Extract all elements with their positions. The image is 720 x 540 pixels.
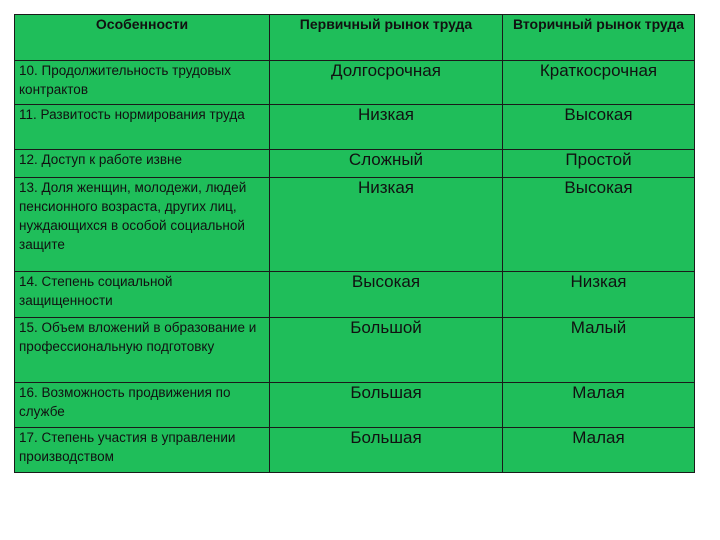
header-row xyxy=(15,15,695,61)
secondary-cell: Высокая xyxy=(503,178,695,272)
header-features: Особенности xyxy=(15,15,270,61)
primary-cell: Большая xyxy=(270,383,503,428)
primary-cell: Низкая xyxy=(270,178,503,272)
primary-cell: Большая xyxy=(270,428,503,473)
primary-cell: Низкая xyxy=(270,105,503,150)
feature-cell: 16. Возможность продвижения по службе xyxy=(15,383,270,428)
table-row xyxy=(15,428,695,473)
secondary-cell: Малая xyxy=(503,428,695,473)
comparison-table xyxy=(14,14,695,473)
table-row xyxy=(15,105,695,150)
feature-cell: 15. Объем вложений в образование и профессиональную подготовку xyxy=(15,318,270,383)
primary-cell: Сложный xyxy=(270,150,503,178)
primary-cell: Долгосрочная xyxy=(270,61,503,105)
table-row xyxy=(15,61,695,105)
header-secondary-market: Вторичный рынок труда xyxy=(503,15,695,61)
feature-cell: 12. Доступ к работе извне xyxy=(15,150,270,178)
secondary-cell: Низкая xyxy=(503,272,695,318)
table-row xyxy=(15,318,695,383)
table-row xyxy=(15,383,695,428)
secondary-cell: Краткосрочная xyxy=(503,61,695,105)
secondary-cell: Высокая xyxy=(503,105,695,150)
feature-cell: 10. Продолжительность трудовых контрактов xyxy=(15,61,270,105)
secondary-cell: Малый xyxy=(503,318,695,383)
secondary-cell: Малая xyxy=(503,383,695,428)
secondary-cell: Простой xyxy=(503,150,695,178)
feature-cell: 17. Степень участия в управлении производством xyxy=(15,428,270,473)
table-row xyxy=(15,272,695,318)
feature-cell: 11. Развитость нормирования труда xyxy=(15,105,270,150)
table-row xyxy=(15,150,695,178)
table-row xyxy=(15,178,695,272)
feature-cell: 13. Доля женщин, молодежи, людей пенсионного возраста, других лиц, нуждающихся в особой социальной защите xyxy=(15,178,270,272)
feature-cell: 14. Степень социальной защищенности xyxy=(15,272,270,318)
header-primary-market: Первичный рынок труда xyxy=(270,15,503,61)
primary-cell: Высокая xyxy=(270,272,503,318)
primary-cell: Большой xyxy=(270,318,503,383)
